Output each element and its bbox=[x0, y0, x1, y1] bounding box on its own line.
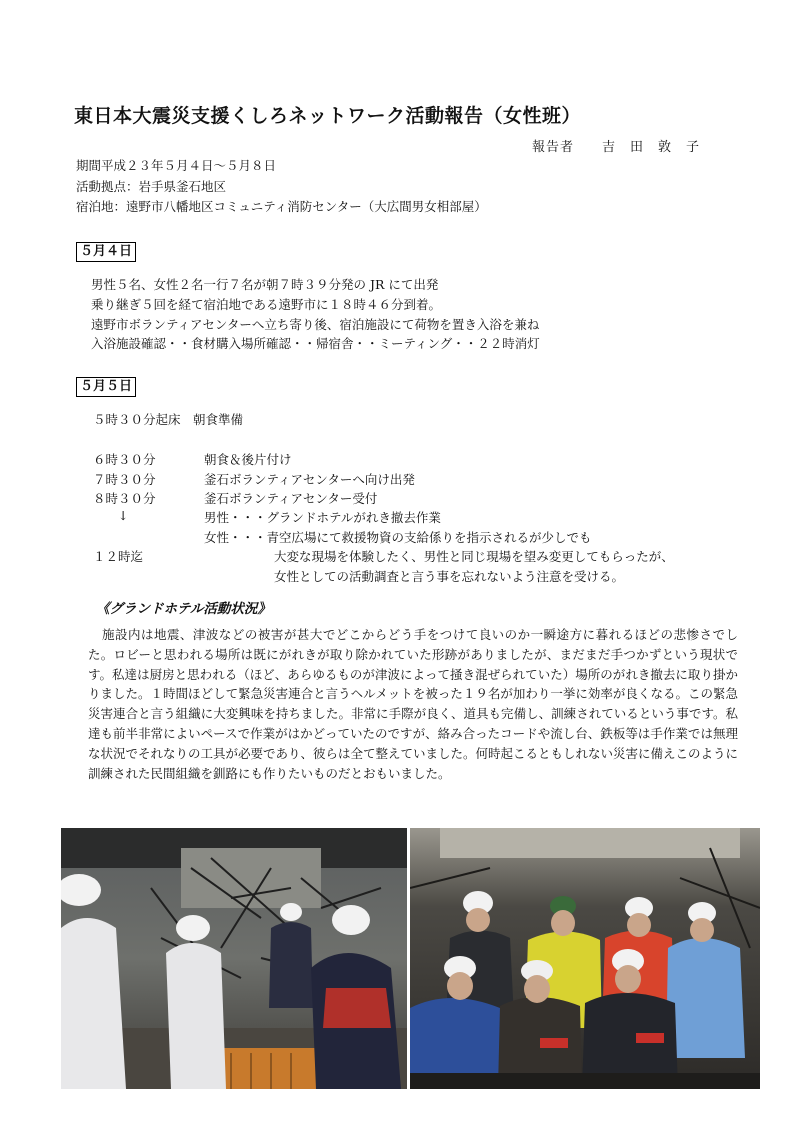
day1-line: 遠野市ボランティアセンターへ立ち寄り後、宿泊施設にて荷物を置き入浴を兼ね bbox=[91, 317, 540, 332]
section-heading: 《グランドホテル活動状況》 bbox=[96, 601, 271, 617]
day1-line: 乗り継ぎ５回を経て宿泊地である遠野市に１８時４６分到着。 bbox=[91, 297, 442, 312]
page-title: 東日本大震災支援くしろネットワーク活動報告（女性班） bbox=[74, 105, 582, 127]
reporter-line: 報告者 吉 田 敦 子 bbox=[532, 140, 701, 155]
photo-debris-removal bbox=[61, 828, 407, 1089]
schedule-time: ７時３０分 bbox=[93, 472, 156, 487]
date-heading-may5: ５月５日 bbox=[76, 377, 136, 397]
schedule-time: １２時迄 bbox=[93, 549, 144, 564]
schedule-text: 釜石ボランティアセンター受付 bbox=[204, 491, 378, 506]
photo-group-portrait bbox=[410, 828, 760, 1089]
schedule-text: 釜石ボランティアセンターへ向け出発 bbox=[204, 472, 415, 487]
date-heading-may4: ５月４日 bbox=[76, 242, 136, 262]
schedule-time: ６時３０分 bbox=[93, 452, 156, 467]
lodging-info: 宿泊地：遠野市八幡地区コミュニティ消防センター（大広間男女相部屋） bbox=[76, 199, 487, 214]
schedule-time: ８時３０分 bbox=[93, 491, 156, 506]
section-body: 施設内は地震、津波などの被害が甚大でどこからどう手をつけて良いのか一瞬途方に暮れるほどの悲惨さでした。ロビーと思われる場所は既にがれきが取り除かれていた形跡がありましたが、まだまだ手つかずという現状です。私達は厨房と思われる（ほど、あらゆるものが津波によって掻き混ぜられていた）場所のがれき撤去に取り掛かりました。１時間ほどして緊急災害連合と言うヘルメットを被った１９名が加わり一挙に効率が良くなる。この緊急災害連合と言う組織に大変興味を持ちました。非常に手際が良く、道具も完備し、訓練されているという事です。私達も前半非常によいペースで作業がはかどっていたのですが、絡み合ったコードや流し台、鉄板等は手作業では無理な状況でそれなりの工具が必要であり、彼らは全て整えていました。何時起こるともしれない災害に備えこのように訓練された民間組織を釧路にも作りたいものだとおもいました。 bbox=[88, 627, 739, 781]
schedule-text: 女性としての活動調査と言う事を忘れないよう注意を受ける。 bbox=[274, 569, 625, 584]
activity-base: 活動拠点：岩手県釜石地区 bbox=[76, 179, 227, 194]
schedule-text: 朝食＆後片付け bbox=[204, 452, 292, 467]
day1-line: 入浴施設確認・・食材購入場所確認・・帰宿舎・・ミーティング・・２２時消灯 bbox=[91, 336, 540, 351]
schedule-text: 男性・・・グランドホテルがれき撤去作業 bbox=[204, 510, 441, 525]
schedule-arrow: ↓ bbox=[118, 508, 129, 523]
wake-line: ５時３０分起床 朝食準備 bbox=[93, 412, 244, 427]
activity-period: 期間平成２３年５月４日〜５月８日 bbox=[76, 158, 277, 173]
schedule-text: 大変な現場を体験したく、男性と同じ現場を望み変更してもらったが、 bbox=[274, 549, 674, 564]
schedule-text: 女性・・・青空広場にて救援物資の支給係りを指示されるが少しでも bbox=[204, 530, 592, 545]
day1-line: 男性５名、女性２名一行７名が朝７時３９分発の JR にて出発 bbox=[91, 277, 439, 292]
